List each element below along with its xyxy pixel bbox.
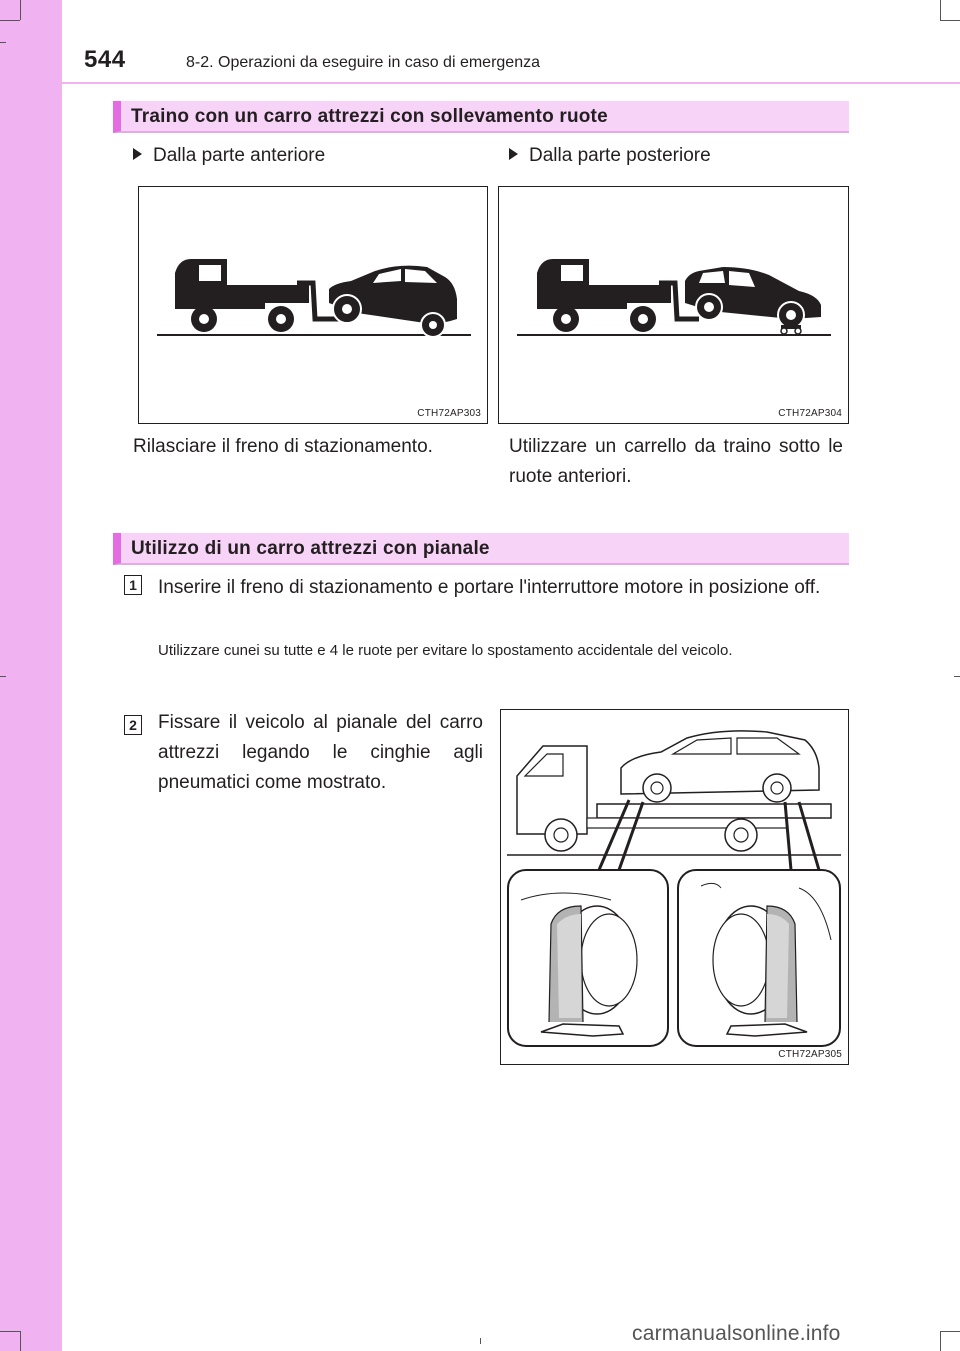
label-from-front-text: Dalla parte anteriore bbox=[153, 145, 326, 166]
section-title: 8-2. Operazioni da eseguire in caso di emergenza bbox=[186, 54, 540, 71]
rear-tow-illustration bbox=[499, 187, 848, 423]
caption-rear: Utilizzare un carrello da traino sotto le ruote anteriori. bbox=[509, 436, 843, 487]
label-from-rear-text: Dalla parte posteriore bbox=[529, 145, 711, 166]
figure-front-tow bbox=[138, 186, 488, 424]
triangle-bullet-icon bbox=[509, 148, 518, 160]
label-from-front bbox=[133, 145, 325, 167]
label-from-rear bbox=[509, 145, 711, 167]
heading-flatbed-towing: Utilizzo di un carro attrezzi con pianale bbox=[113, 533, 849, 565]
step-number-1: 1 bbox=[124, 575, 142, 595]
flatbed-illustration bbox=[501, 710, 848, 1064]
step-1-text: Inserire il freno di stazionamento e portare l'interruttore motore in posizione off. bbox=[158, 577, 821, 598]
heading-wheel-lift-towing: Traino con un carro attrezzi con sollevamento ruote bbox=[113, 101, 849, 133]
page-sidebar bbox=[0, 0, 62, 1351]
figure-rear-tow bbox=[498, 186, 849, 424]
front-tow-illustration bbox=[139, 187, 487, 423]
watermark: carmanualsonline.info bbox=[632, 1322, 841, 1345]
step-number-2: 2 bbox=[124, 715, 142, 735]
figure-code: CTH72AP304 bbox=[778, 408, 842, 419]
header-rule bbox=[62, 82, 960, 84]
figure-code: CTH72AP303 bbox=[417, 408, 481, 419]
step-2-text: Fissare il veicolo al pianale del carro attrezzi legando le cinghie agli pneumatici come mostrato. bbox=[158, 712, 483, 793]
page-number: 544 bbox=[84, 46, 126, 73]
caption-front: Rilasciare il freno di stazionamento. bbox=[133, 436, 433, 457]
triangle-bullet-icon bbox=[133, 148, 142, 160]
figure-flatbed bbox=[500, 709, 849, 1065]
step-1-note: Utilizzare cunei su tutte e 4 le ruote per evitare lo spostamento accidentale del veicolo. bbox=[158, 642, 733, 659]
figure-code: CTH72AP305 bbox=[778, 1049, 842, 1060]
